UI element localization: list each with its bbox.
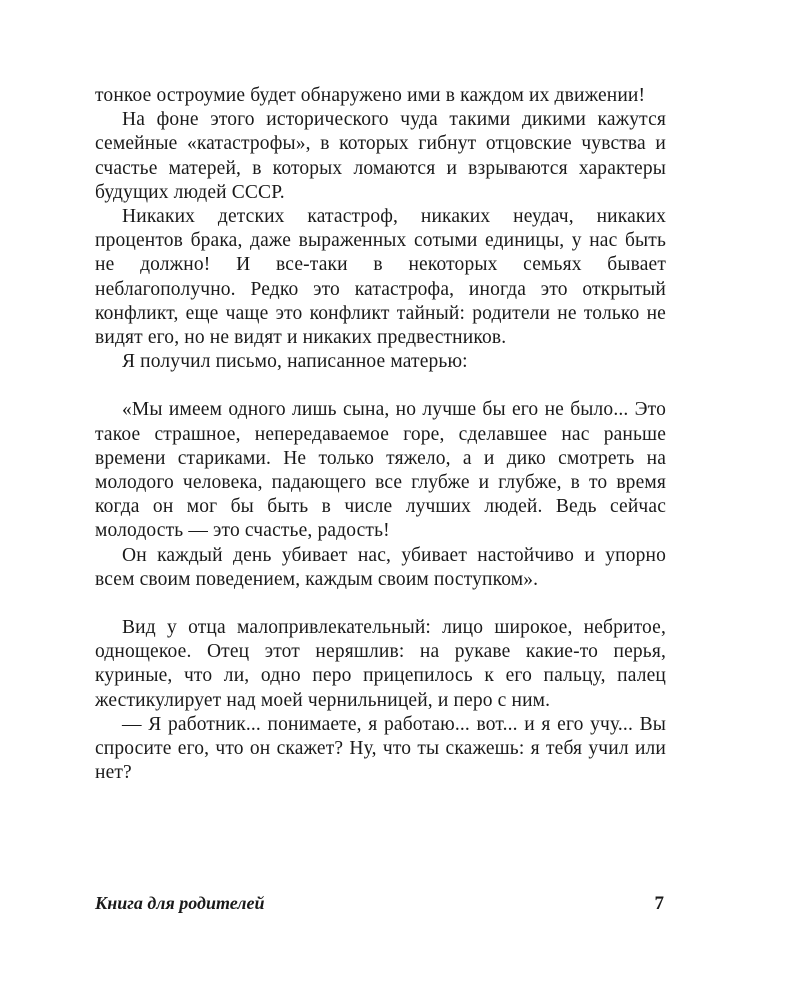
quoted-letter-paragraph: «Мы имеем одного лишь сына, но лучше бы его не было... Это такое страшное, непередаваемое горе, сделавшее нас раньше времени стариками. Не только тяжело, а и дико смотреть на молодого человека, падающего все глубже и глубже, в то время когда он мог бы быть в числе лучших людей. Ведь сейчас молодость — это счастье, радость! <box>95 399 666 542</box>
dialogue-paragraph: — Я работник... понимаете, я работаю... вот... и я его учу... Вы спросите его, что он скажет? Ну, что ты скажешь: я тебя учил или нет? <box>95 713 666 784</box>
spacer <box>95 374 666 398</box>
paragraph: Я получил письмо, написанное матерью: <box>122 351 468 373</box>
page-footer <box>95 893 666 915</box>
paragraph-continuation: тонкое остроумие будет обнаружено ими в каждом их движении! <box>95 85 646 106</box>
paragraph: Никаких детских катастроф, никаких неудач, никаких процентов брака, даже выраженных сотыми единицы, у нас быть не должно! И все-таки в некоторых семьях бывает неблагополучно. Редко это катастрофа, иногда это открытый конфликт, еще чаще это конфликт тайный: родители не только не видят его, но не видят и никаких предвестников. <box>95 206 666 349</box>
paragraph: Вид у отца малопривлекательный: лицо широкое, небритое, однощекое. Отец этот неряшлив: на рукаве какие-то перья, куриные, что ли, одно перо прицепилось к его пальцу, палец жестикулирует над моей чернильницей, и перо с ним. <box>95 617 666 711</box>
quoted-letter-paragraph: Он каждый день убивает нас, убивает настойчиво и упорно всем своим поведением, каждым своим поступком». <box>95 544 666 590</box>
spacer <box>95 592 666 616</box>
paragraph: На фоне этого исторического чуда такими дикими кажутся семейные «катастрофы», в которых гибнут отцовские чувства и счастье матерей, в которых ломаются и взрываются характеры будущих людей СССР. <box>95 109 666 203</box>
page-number: 7 <box>654 893 664 914</box>
page-body <box>95 84 666 785</box>
running-footer-title: Книга для родителей <box>95 893 265 913</box>
